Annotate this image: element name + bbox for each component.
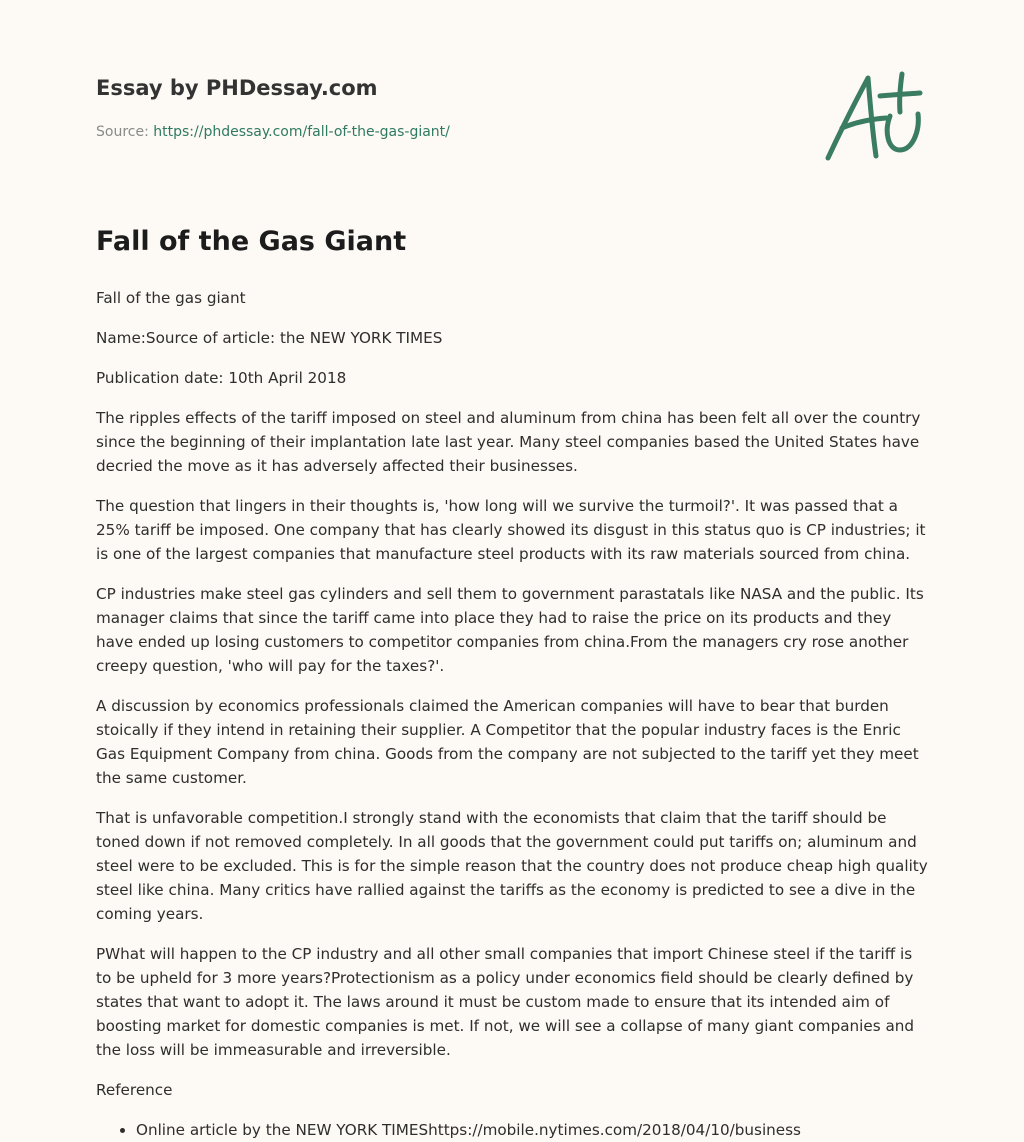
paragraph: CP industries make steel gas cylinders and sell them to government parastatals like NASA and the public. Its manager claims that since the tariff came into place they had to raise the price on its products and they have ended up losing customers to competitor companies from china.From the managers cry rose another creepy question, 'who will pay for the taxes?'. bbox=[96, 585, 924, 675]
paragraph: Fall of the gas giant bbox=[96, 289, 246, 307]
essay-title: Fall of the Gas Giant bbox=[96, 226, 407, 257]
source-link[interactable]: https://phdessay.com/fall-of-the-gas-giant/ bbox=[153, 124, 450, 140]
reference-heading: Reference bbox=[96, 1081, 173, 1099]
reference-list bbox=[96, 1118, 932, 1142]
paragraph: Name:Source of article: the NEW YORK TIMES bbox=[96, 329, 443, 347]
essay-body bbox=[96, 286, 932, 1142]
site-brand: Essay by PHDessay.com bbox=[96, 76, 378, 100]
paragraph: A discussion by economics professionals claimed the American companies will have to bear that burden stoically if they intend in retaining their supplier. A Competitor that the popular industry faces is the Enric Gas Equipment Company from china. Goods from the company are not subjected to the tariff yet they meet the same customer. bbox=[96, 697, 919, 787]
paragraph: PWhat will happen to the CP industry and all other small companies that import Chinese steel if the tariff is to be upheld for 3 more years?Protectionism as a policy under economics field should be clearly defined by states that want to adopt it. The laws around it must be custom made to ensure that its intended aim of boosting market for domestic companies is met. If not, we will see a collapse of many giant companies and the loss will be immeasurable and irreversible. bbox=[96, 945, 915, 1059]
source-label: Source: bbox=[96, 124, 154, 140]
source-line bbox=[96, 124, 450, 140]
paragraph: The question that lingers in their thoughts is, 'how long will we survive the turmoil?'. It was passed that a 25% tariff be imposed. One company that has clearly showed its disgust in this status quo is CP industries; it is one of the largest companies that manufacture steel products with its raw materials sourced from china. bbox=[96, 497, 926, 563]
paragraph: The ripples effects of the tariff imposed on steel and aluminum from china has been felt all over the country since the beginning of their implantation late last year. Many steel companies based the United States have decried the move as it has adversely affected their businesses. bbox=[96, 409, 921, 475]
a-plus-logo-icon bbox=[820, 66, 930, 166]
paragraph: Publication date: 10th April 2018 bbox=[96, 369, 347, 387]
reference-item: • Online article by the NEW YORK TIMEShttps://mobile.nytimes.com/2018/04/10/business bbox=[136, 1118, 932, 1142]
paragraph: That is unfavorable competition.I strongly stand with the economists that claim that the tariff should be toned down if not removed completely. In all goods that the government could put tariffs on; aluminum and steel were to be excluded. This is for the simple reason that the country does not produce cheap high quality steel like china. Many critics have rallied against the tariffs as the economy is predicted to see a dive in the coming years. bbox=[96, 809, 928, 923]
